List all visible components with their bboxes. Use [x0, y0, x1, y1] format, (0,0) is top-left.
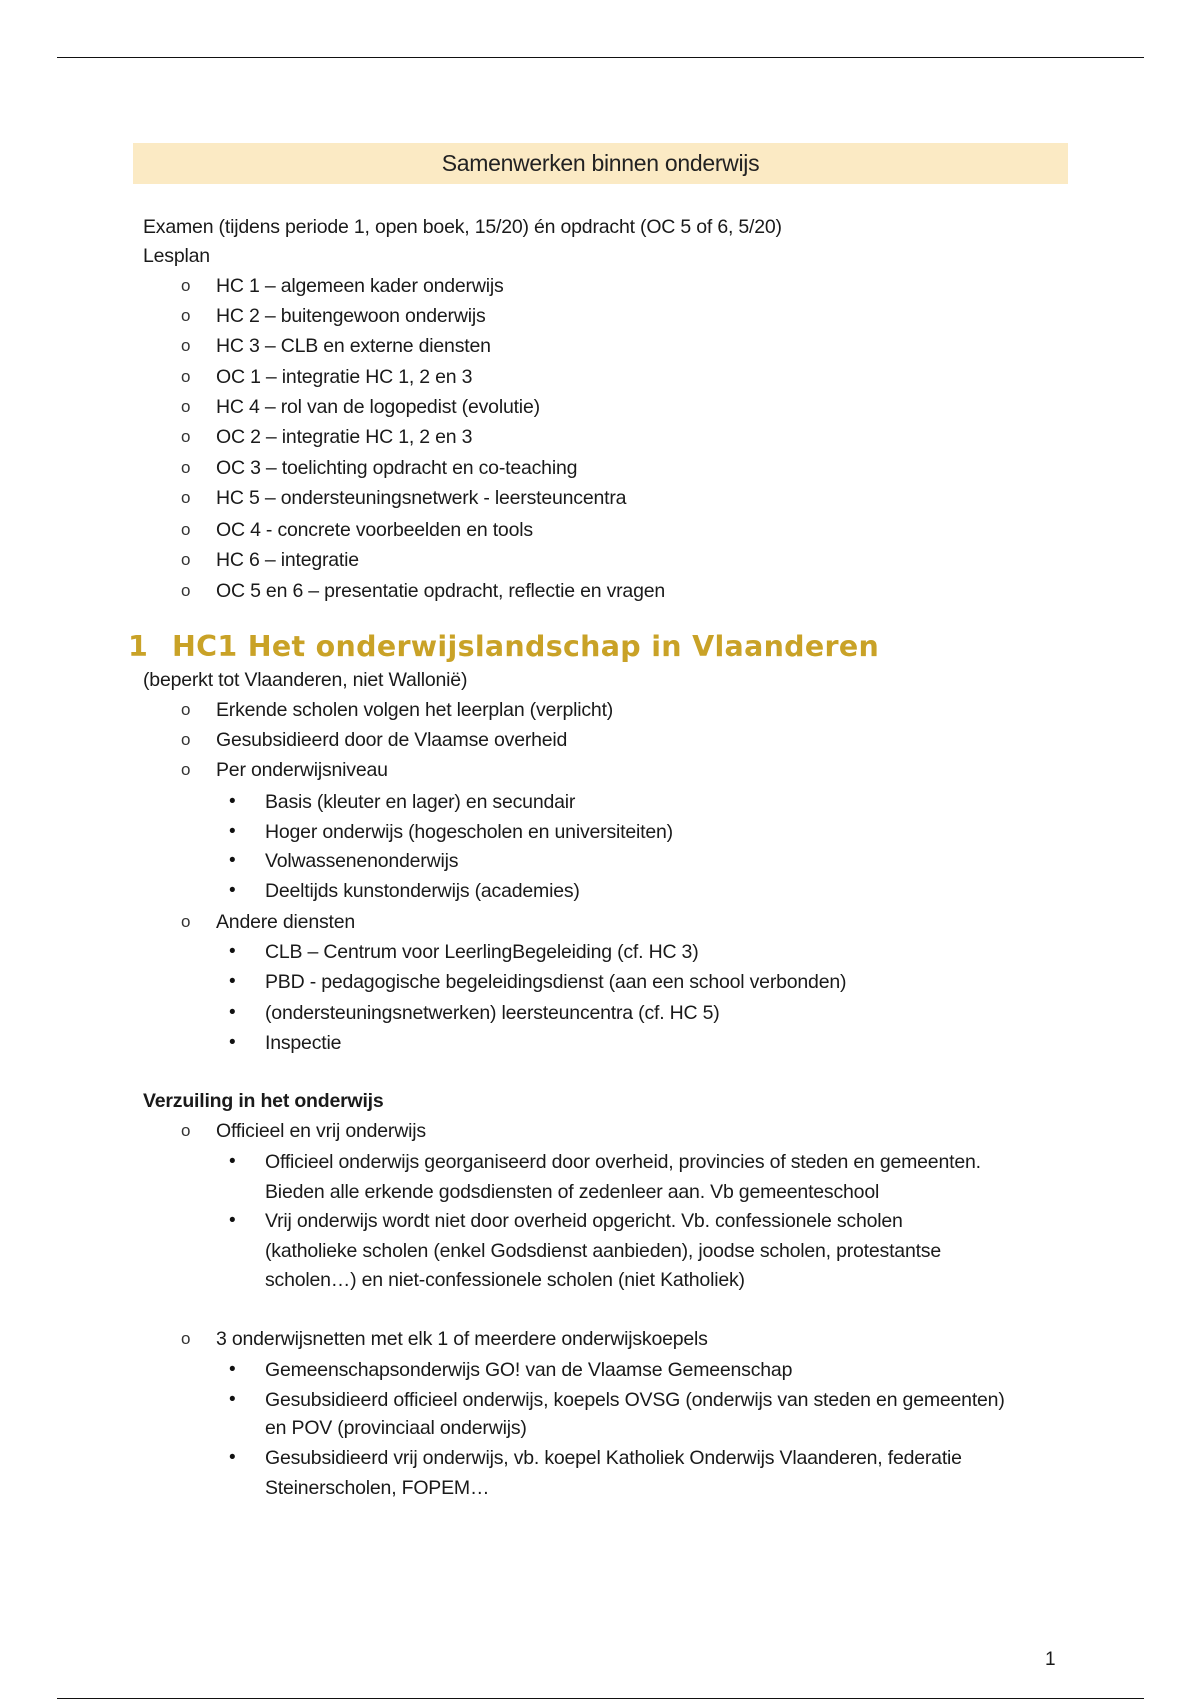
- list-item: HC 6 – integratie: [216, 549, 359, 571]
- bullet-marker: •: [229, 1359, 236, 1380]
- list-item: HC 4 – rol van de logopedist (evolutie): [216, 396, 540, 418]
- list-item: OC 2 – integratie HC 1, 2 en 3: [216, 426, 473, 448]
- list-item: Per onderwijsniveau: [216, 759, 388, 781]
- list-item: OC 3 – toelichting opdracht en co-teaching: [216, 457, 578, 479]
- list-marker: o: [181, 550, 191, 569]
- list-marker: o: [181, 581, 191, 600]
- list-item: HC 1 – algemeen kader onderwijs: [216, 275, 504, 297]
- bullet-marker: •: [229, 941, 236, 962]
- bullet-marker: •: [229, 880, 236, 901]
- bullet-marker: •: [229, 1032, 236, 1053]
- list-marker: o: [181, 397, 191, 416]
- lesplan-label: Lesplan: [143, 245, 210, 267]
- bullet-item-continuation: (katholieke scholen (enkel Godsdienst aanbieden), joodse scholen, protestantse: [265, 1240, 942, 1262]
- list-item: OC 5 en 6 – presentatie opdracht, reflectie en vragen: [216, 580, 666, 602]
- bullet-item: (ondersteuningsnetwerken) leersteuncentra (cf. HC 5): [265, 1002, 720, 1024]
- footer-rule: [57, 1698, 1144, 1699]
- list-marker: o: [181, 458, 191, 477]
- list-marker: o: [181, 700, 191, 719]
- bullet-marker: •: [229, 1447, 236, 1468]
- bullet-item: Officieel onderwijs georganiseerd door overheid, provincies of steden en gemeenten.: [265, 1151, 981, 1173]
- bullet-item: Gemeenschapsonderwijs GO! van de Vlaamse Gemeenschap: [265, 1359, 793, 1381]
- list-item: Officieel en vrij onderwijs: [216, 1120, 426, 1142]
- list-marker: o: [181, 520, 191, 539]
- bullet-item: PBD - pedagogische begeleidingsdienst (aan een school verbonden): [265, 971, 847, 993]
- bullet-item-continuation: Bieden alle erkende godsdiensten of zedenleer aan. Vb gemeenteschool: [265, 1181, 880, 1203]
- list-marker: o: [181, 1121, 191, 1140]
- section-heading: [128, 630, 879, 663]
- list-marker: o: [181, 367, 191, 386]
- bullet-marker: •: [229, 850, 236, 871]
- list-marker: o: [181, 306, 191, 325]
- document-title: Samenwerken binnen onderwijs: [133, 143, 1068, 184]
- list-item: 3 onderwijsnetten met elk 1 of meerdere onderwijskoepels: [216, 1328, 708, 1350]
- list-item: Andere diensten: [216, 911, 356, 933]
- bullet-item: Gesubsidieerd officieel onderwijs, koepels OVSG (onderwijs van steden en gemeenten): [265, 1389, 1005, 1411]
- list-item: OC 1 – integratie HC 1, 2 en 3: [216, 366, 473, 388]
- list-marker: o: [181, 276, 191, 295]
- list-marker: o: [181, 427, 191, 446]
- page-number: 1: [1045, 1649, 1056, 1670]
- bullet-marker: •: [229, 1151, 236, 1172]
- section-title: HC1 Het onderwijslandschap in Vlaanderen: [172, 630, 880, 663]
- bullet-marker: •: [229, 1389, 236, 1410]
- bullet-marker: •: [229, 821, 236, 842]
- subsection-heading: Verzuiling in het onderwijs: [143, 1090, 384, 1112]
- bullet-item: Volwassenenonderwijs: [265, 850, 459, 872]
- bullet-item-continuation: en POV (provinciaal onderwijs): [265, 1417, 527, 1439]
- list-item: HC 2 – buitengewoon onderwijs: [216, 305, 486, 327]
- list-marker: o: [181, 488, 191, 507]
- list-marker: o: [181, 336, 191, 355]
- bullet-marker: •: [229, 971, 236, 992]
- section-number: 1: [128, 630, 149, 663]
- list-item: HC 3 – CLB en externe diensten: [216, 335, 491, 357]
- bullet-item: Hoger onderwijs (hogescholen en universiteiten): [265, 821, 673, 843]
- bullet-item: Inspectie: [265, 1032, 342, 1054]
- bullet-marker: •: [229, 1002, 236, 1023]
- list-marker: o: [181, 730, 191, 749]
- exam-line: Examen (tijdens periode 1, open boek, 15/20) én opdracht (OC 5 of 6, 5/20): [143, 216, 782, 238]
- list-marker: o: [181, 1329, 191, 1348]
- bullet-item: Basis (kleuter en lager) en secundair: [265, 791, 576, 813]
- header-rule: [57, 57, 1144, 58]
- bullet-item: Vrij onderwijs wordt niet door overheid opgericht. Vb. confessionele scholen: [265, 1210, 903, 1232]
- bullet-item-continuation: Steinerscholen, FOPEM…: [265, 1477, 490, 1499]
- list-item: HC 5 – ondersteuningsnetwerk - leersteuncentra: [216, 487, 627, 509]
- list-marker: o: [181, 912, 191, 931]
- section-subnote: (beperkt tot Vlaanderen, niet Wallonië): [143, 669, 468, 691]
- list-item: OC 4 - concrete voorbeelden en tools: [216, 519, 533, 541]
- list-marker: o: [181, 760, 191, 779]
- bullet-item: CLB – Centrum voor LeerlingBegeleiding (cf. HC 3): [265, 941, 699, 963]
- list-item: Erkende scholen volgen het leerplan (verplicht): [216, 699, 614, 721]
- bullet-marker: •: [229, 1210, 236, 1231]
- bullet-item-continuation: scholen…) en niet-confessionele scholen (niet Katholiek): [265, 1269, 745, 1291]
- bullet-marker: •: [229, 791, 236, 812]
- list-item: Gesubsidieerd door de Vlaamse overheid: [216, 729, 568, 751]
- bullet-item: Deeltijds kunstonderwijs (academies): [265, 880, 580, 902]
- bullet-item: Gesubsidieerd vrij onderwijs, vb. koepel Katholiek Onderwijs Vlaanderen, federatie: [265, 1447, 962, 1469]
